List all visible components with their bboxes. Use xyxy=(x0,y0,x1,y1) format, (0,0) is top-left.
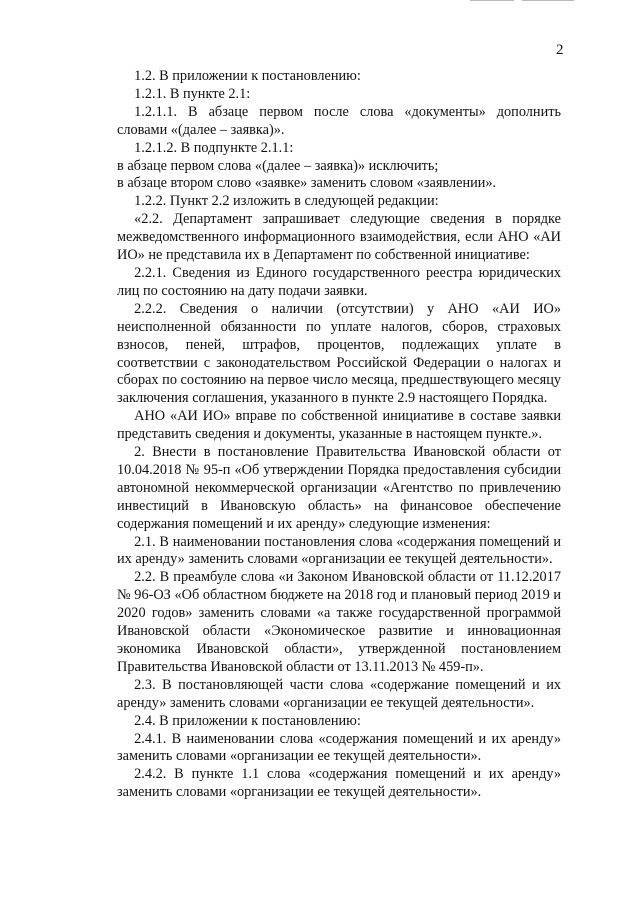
paragraph-p-2-4-2: 2.4.2. В пункте 1.1 слова «содержания помещений и их аренду» заменить словами «организации ее текущей деятельности». xyxy=(117,766,561,801)
paragraph-p-2: 2. Внести в постановление Правительства Ивановской области от 10.04.2018 № 95-п «Об утверждении Порядка предоставления субсидии автономной некоммерческой организации «Агентство по привлечению инвестиций в Ивановскую область» на финансовое обеспечение содержания помещений и их аренду» следующие изменения: xyxy=(117,444,561,532)
paragraph-p-1-2-1-1: 1.2.1.1. В абзаце первом после слова «документы» дополнить словами «(далее – заявка)». xyxy=(117,103,561,138)
scan-edge-line xyxy=(522,0,574,1)
paragraph-p-ano: АНО «АИ ИО» вправе по собственной инициативе в составе заявки представить сведения и документы, указанные в настоящем пункте.». xyxy=(117,408,561,443)
paragraph-p-2-4: 2.4. В приложении к постановлению: xyxy=(134,712,361,729)
paragraph-p-2-1: 2.1. В наименовании постановления слова «содержания помещений и их аренду» заменить словами «организации ее текущей деятельности». xyxy=(117,533,561,568)
page-number: 2 xyxy=(556,42,564,58)
paragraph-p-2-3: 2.3. В постановляющей части слова «содержание помещений и их аренду» заменить словами «организации ее текущей деятельности». xyxy=(117,676,561,711)
paragraph-p-2-2: «2.2. Департамент запрашивает следующие сведения в порядке межведомственного информационного взаимодействия, если АНО «АИ ИО» не представила их в Департамент по собственной инициативе: xyxy=(117,211,561,264)
document-body xyxy=(117,68,561,802)
paragraph-p-1-2-1-2: 1.2.1.2. В подпункте 2.1.1: xyxy=(134,139,294,156)
paragraph-p-2-2-1: 2.2.1. Сведения из Единого государственного реестра юридических лиц по состоянию на дату подачи заявки. xyxy=(117,264,561,299)
paragraph-p-1-2: 1.2. В приложении к постановлению: xyxy=(134,68,361,84)
paragraph-p-2-4-1: 2.4.1. В наименовании слова «содержания помещений и их аренду» заменить словами «организации ее текущей деятельности». xyxy=(117,730,561,765)
scan-edge-line xyxy=(470,0,514,1)
paragraph-p-1-2-1: 1.2.1. В пункте 2.1: xyxy=(134,85,251,102)
paragraph-p-1-2-2: 1.2.2. Пункт 2.2 изложить в следующей редакции: xyxy=(134,193,439,210)
paragraph-p-2-2-2: 2.2.2. Сведения о наличии (отсутствии) у АНО «АИ ИО» неисполненной обязанности по уплате налогов, сборов, страховых взносов, пеней, штрафов, процентов, подлежащих уплате в соответствии с законодательством Российской Федерации о налогах и сборах по состоянию на первое число месяца, предшествующего месяцу заключения соглашения, указанного в пункте 2.9 настоящего Порядка. xyxy=(117,300,561,407)
paragraph-p-2-2b: 2.2. В преамбуле слова «и Законом Ивановской области от 11.12.2017 № 96-ОЗ «Об областном бюджете на 2018 год и плановый период 2019 и 2020 годов» заменить словами «а также государственной программой Ивановской области «Экономическое развитие и инновационная экономика Ивановской области», утвержденной постановлением Правительства Ивановской области от 13.11.2013 № 459-п». xyxy=(117,569,561,675)
paragraph-p-abz-2: в абзаце втором слово «заявке» заменить словом «заявлении». xyxy=(117,175,497,192)
paragraph-p-abz-1: в абзаце первом слова «(далее – заявка)» исключить; xyxy=(117,157,439,174)
